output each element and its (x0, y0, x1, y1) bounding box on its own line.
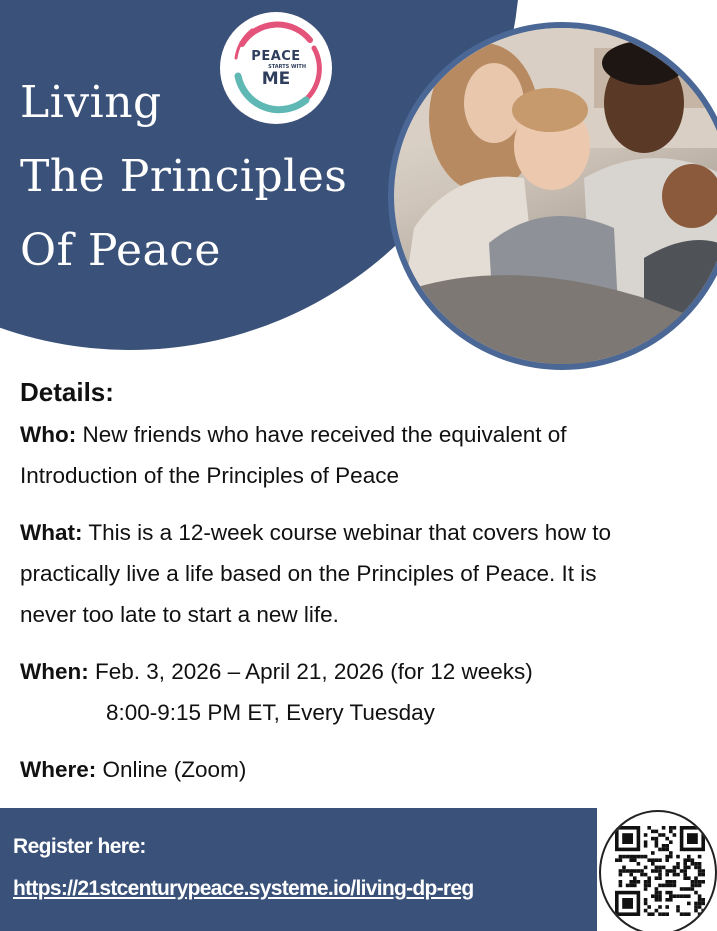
when-label: When: (20, 659, 89, 684)
logo-word-me: ME (261, 69, 291, 89)
what-text: This is a 12-week course webinar that covers how to (82, 520, 612, 545)
family-photo-icon (394, 28, 717, 364)
title-line-2: The Principles (20, 151, 348, 202)
family-photo (388, 22, 717, 370)
where-paragraph (20, 749, 717, 790)
what-label: What: (20, 520, 83, 545)
logo-word-starts-with: STARTS WITH (268, 64, 306, 70)
qr-pattern (601, 812, 717, 931)
qr-code[interactable] (597, 808, 717, 931)
register-link[interactable]: https://21stcenturypeace.systeme.io/living-dp-reg (13, 877, 474, 900)
details-section (20, 372, 717, 790)
who-paragraph (20, 414, 717, 496)
when-text-line-2: 8:00-9:15 PM ET, Every Tuesday (106, 700, 435, 725)
qr-code-icon (599, 810, 717, 931)
register-label: Register here: (13, 835, 146, 858)
what-text-line-3: never too late to start a new life. (20, 602, 339, 627)
registration-footer (0, 808, 597, 931)
details-heading: Details: (20, 377, 114, 407)
logo-word-peace: PEACE (251, 49, 301, 64)
where-label: Where: (20, 757, 97, 782)
when-paragraph (20, 651, 717, 733)
who-text-line-2: Introduction of the Principles of Peace (20, 463, 399, 488)
what-text-line-2: practically live a life based on the Principles of Peace. It is (20, 561, 597, 586)
title-line-3: Of Peace (20, 225, 221, 276)
where-text: Online (Zoom) (96, 757, 247, 782)
what-paragraph (20, 512, 717, 635)
who-label: Who: (20, 422, 77, 447)
peace-starts-with-me-logo (222, 14, 330, 122)
title-line-1: Living (20, 77, 162, 128)
who-text: New friends who have received the equivalent of (76, 422, 567, 447)
when-text: Feb. 3, 2026 – April 21, 2026 (for 12 weeks) (88, 659, 533, 684)
